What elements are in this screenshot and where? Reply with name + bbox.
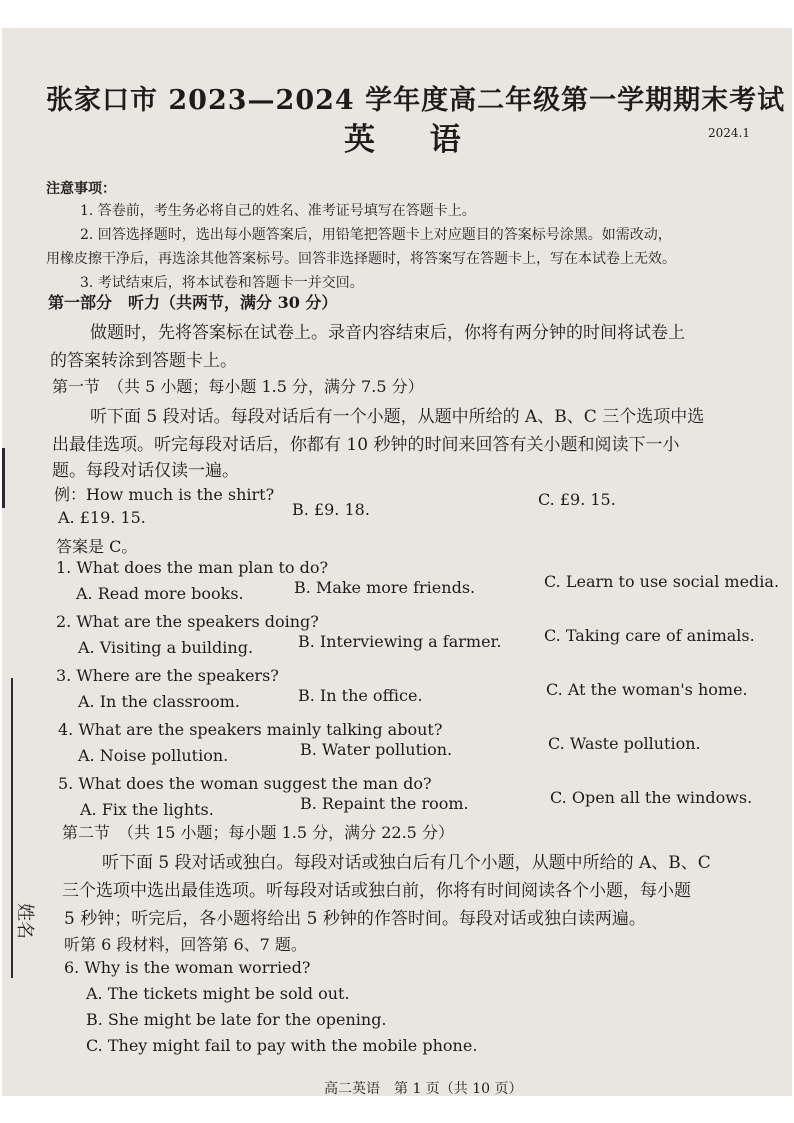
q4-option-c: C. Waste pollution. <box>548 734 701 753</box>
q4-option-a: A. Noise pollution. <box>78 746 229 765</box>
q5-option-c: C. Open all the windows. <box>550 788 753 807</box>
q4-option-b: B. Water pollution. <box>300 740 453 759</box>
question-5: 5. What does the woman suggest the man do? <box>58 774 432 793</box>
q2-option-c: C. Taking care of animals. <box>544 626 755 645</box>
section2-intro: 三个选项中选出最佳选项。听每段对话或独白前，你将有时间阅读各个小题，每小题 <box>62 881 691 901</box>
question-3: 3. Where are the speakers? <box>56 666 279 685</box>
exam-title: 张家口市 2023—2024 学年度高二年级第一学期期末考试 <box>46 85 786 116</box>
name-field-label: 姓名 <box>14 903 35 939</box>
note-line: 2. 回答选择题时，选出每小题答案后，用铅笔把答题卡上对应题目的答案标号涂黑。如需改动， <box>80 227 672 243</box>
section2-intro: 5 秒钟；听完后，各小题将给出 5 秒钟的作答时间。每段对话或独白读两遍。 <box>64 909 646 929</box>
q3-option-a: A. In the classroom. <box>78 692 240 711</box>
part1-intro: 做题时，先将答案标在试卷上。录音内容结束后，你将有两分钟的时间将试卷上 <box>90 323 685 343</box>
q6-option-a: A. The tickets might be sold out. <box>86 984 350 1003</box>
binding-mark <box>2 448 5 508</box>
example-answer: 答案是 C。 <box>56 537 138 556</box>
q1-option-a: A. Read more books. <box>76 584 244 603</box>
exam-subject: 英 语 <box>344 122 483 158</box>
example-option-b: B. £9. 18. <box>292 500 370 519</box>
question-4: 4. What are the speakers mainly talking about? <box>58 720 443 739</box>
q6-option-b: B. She might be late for the opening. <box>86 1010 387 1029</box>
q2-option-a: A. Visiting a building. <box>78 638 254 657</box>
example-option-c: C. £9. 15. <box>538 490 616 509</box>
question-6: 6. Why is the woman worried? <box>64 958 311 977</box>
section1-intro: 出最佳选项。听完每段对话后，你都有 10 秒钟的时间来回答有关小题和阅读下一小 <box>52 435 680 455</box>
q3-option-b: B. In the office. <box>298 686 423 705</box>
part1-intro: 的答案转涂到答题卡上。 <box>50 351 237 371</box>
section1-intro: 听下面 5 段对话。每段对话后有一个小题，从题中所给的 A、B、C 三个选项中选 <box>90 407 705 427</box>
q6-option-c: C. They might fail to pay with the mobile phone. <box>86 1036 478 1055</box>
section2-heading: 第二节 （共 15 小题；每小题 1.5 分，满分 22.5 分） <box>62 823 454 842</box>
part1-heading: 第一部分 听力（共两节，满分 30 分） <box>48 293 338 312</box>
notes-heading: 注意事项： <box>46 181 116 197</box>
question-2: 2. What are the speakers doing? <box>56 612 319 631</box>
page-footer: 高二英语 第 1 页（共 10 页） <box>324 1081 523 1096</box>
section2-material: 听第 6 段材料，回答第 6、7 题。 <box>64 935 307 954</box>
section1-intro: 题。每段对话仅读一遍。 <box>52 461 239 481</box>
example-option-a: A. £19. 15. <box>58 508 146 527</box>
note-line: 用橡皮擦干净后，再选涂其他答案标号。回答非选择题时，将答案写在答题卡上，写在本试卷上无效。 <box>46 251 676 267</box>
q5-option-a: A. Fix the lights. <box>80 800 214 819</box>
note-line: 3. 考试结束后，将本试卷和答题卡一并交回。 <box>80 275 364 291</box>
q1-option-b: B. Make more friends. <box>294 578 476 597</box>
q5-option-b: B. Repaint the room. <box>300 794 469 813</box>
exam-date: 2024.1 <box>708 126 750 140</box>
example-question: 例：How much is the shirt? <box>54 485 275 504</box>
note-line: 1. 答卷前，考生务必将自己的姓名、准考证号填写在答题卡上。 <box>80 203 476 219</box>
q2-option-b: B. Interviewing a farmer. <box>298 632 502 651</box>
q3-option-c: C. At the woman's home. <box>546 680 748 699</box>
section1-heading: 第一节 （共 5 小题；每小题 1.5 分，满分 7.5 分） <box>52 377 424 396</box>
exam-sheet <box>2 28 792 1096</box>
q1-option-c: C. Learn to use social media. <box>544 572 780 591</box>
question-1: 1. What does the man plan to do? <box>56 558 329 577</box>
section2-intro: 听下面 5 段对话或独白。每段对话或独白后有几个小题，从题中所给的 A、B、C <box>102 853 711 873</box>
